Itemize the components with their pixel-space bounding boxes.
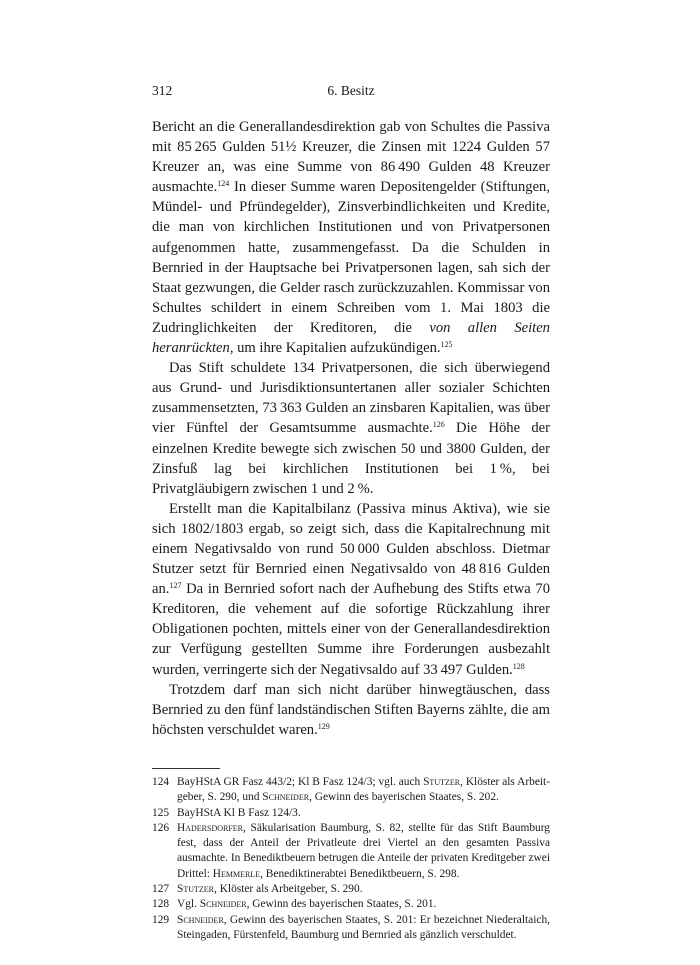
paragraph [152,680,550,740]
paragraph [152,358,550,499]
body-text [152,117,550,740]
text-run: , um ihre Kapitalien aufzukündigen. [229,340,441,357]
text-run: , Säkularisation Baumburg, S. 82, stellte für das Stift Baumburg fest, dass der Anteil der Privatleute drei Viertel an den gesamten Passiva ausmachte. In Benediktbeuern betrugen die Anteile der privaten Kreditgeber zwei Drittel: [177,821,550,880]
text-run: , Gewinn des bayerischen Staates, S. 201. [246,898,437,911]
footnote-ref: 127 [169,581,182,591]
author-name: Hemmerle [212,867,261,880]
author-name: Schneider [199,898,247,911]
footnote-number: 129 [152,913,170,926]
footnote-text [177,821,550,882]
footnote [152,882,550,897]
footnote [152,775,550,806]
author-name: Schneider [262,791,310,804]
text-run: Trotzdem darf man sich nicht darüber hinwegtäuschen, dass Bernried zu den fünf landständischen Stiften Bayerns zählte, die am höchsten verschuldet waren. [152,681,550,738]
text-run: Erstellt man die Kapitalbilanz (Passiva minus Aktiva), wie sie sich 1802/1803 ergab, so zeigt sich, dass die Kapitalrechnung mit einem Negativsaldo von rund 50 000 Gulden abschloss. Dietmar Stutzer setzt für Bernried einen Negativsaldo von 48 816 Gulden an. [152,500,550,598]
text-run: , Klöster als Arbeitgeber, S. 290, und [177,775,551,804]
text-run: In dieser Summe waren Depositengelder (Stiftungen, Mündel- und Pfründegelder), Zinsverbindlichkeiten und Kredite, die man von kirchlichen Institutionen und von Privatpersonen aufgenommen hatte, zusammengefasst. Da die Schulden in Bernried in der Hauptsache bei Privatpersonen lagen, sah sich der Staat gezwungen, die Gelder rasch zurückzuzahlen. Kommissar von Schultes schildert in einem Schreiben vom 1. Mai 1803 die Zudringlichkeiten der Kreditoren, die [152,179,550,336]
chapter-title: 6. Besitz [327,83,375,98]
footnote-text [177,775,550,806]
running-head [152,83,550,103]
footnote-divider [152,768,220,769]
author-name: Schneider [177,913,224,926]
footnote-number: 126 [152,821,170,834]
text-run: Da in Bernried sofort nach der Aufhebung des Stifts etwa 70 Kreditoren, die vehement auf die sofortige Rückzahlung ihrer Obligationen pochten, mittels einer von der Generallandesdirektion zur Verfügung gestellten Summe ihre Forderungen ausbezahlt wurden, verringerte sich der Negativsaldo auf 33 497 Gulden. [152,581,550,678]
text-run: Vgl. [177,898,200,911]
footnote-number: 127 [152,882,170,895]
footnote [152,913,550,944]
footnote-text [177,882,550,897]
footnote [152,806,550,821]
footnote-number: 124 [152,775,170,788]
footnote [152,821,550,882]
text-run: Die Höhe der einzelnen Kredite bewegte sich zwischen 50 und 3800 Gulden, der Zinsfuß lag bei kirchlichen Institutionen bei 1 %, bei Privatgläubigern zwischen 1 und 2 %. [152,420,551,497]
author-name: Hadersdorfer [177,821,244,834]
footnote-text [177,913,550,944]
footnote-ref: 124 [217,179,230,189]
paragraph [152,117,550,358]
footnote-number: 128 [152,898,170,911]
author-name: Stutzer [177,882,214,895]
book-page [152,83,550,943]
footnotes [152,775,550,943]
text-run: Das Stift schuldete 134 Privatpersonen, die sich überwiegend aus Grund- und Jurisdiktionsuntertanen aller sozialer Schichten zusammensetzten, 73 363 Gulden an zinsbaren Kapitalien, was über vier Fünftel der Gesamtsumme ausmachte. [152,360,550,437]
text-run: , Gewinn des bayerischen Staates, S. 201: Er bezeichnet Niederaltaich, Steingaden, Fürstenfeld, Baumburg und Bernried als gänzlich verschuldet. [177,913,550,941]
text-run: , Benediktinerabtei Benediktbeuern, S. 298. [260,867,460,880]
footnote-ref: 126 [432,420,445,430]
footnote-ref: 128 [512,661,525,671]
page-number: 312 [152,83,173,98]
text-run: BayHStA GR Fasz 443/2; Kl B Fasz 124/3; vgl. auch [177,775,424,788]
italic-quote: von allen Seiten heranrückten [152,319,550,357]
author-name: Stutzer [423,775,461,788]
footnote-ref: 125 [440,340,453,350]
footnote [152,897,550,912]
text-run: , Gewinn des bayerischen Staates, S. 202. [309,791,499,804]
footnote-text [177,897,550,912]
text-run: Bericht an die Generallandesdirektion gab von Schultes die Passiva mit 85 265 Gulden 51½ Kreuzer, die Zinsen mit 1224 Gulden 57 Kreuzer an, was eine Summe von 86 490 Gulden 48 Kreuzer ausmachte. [152,119,550,196]
paragraph [152,499,550,680]
footnote-number: 125 [152,806,170,819]
text-run: , Klöster als Arbeitgeber, S. 290. [214,882,363,895]
footnote-text [177,806,550,821]
text-run: BayHStA Kl B Fasz 124/3. [177,806,301,819]
footnote-ref: 129 [317,721,330,731]
